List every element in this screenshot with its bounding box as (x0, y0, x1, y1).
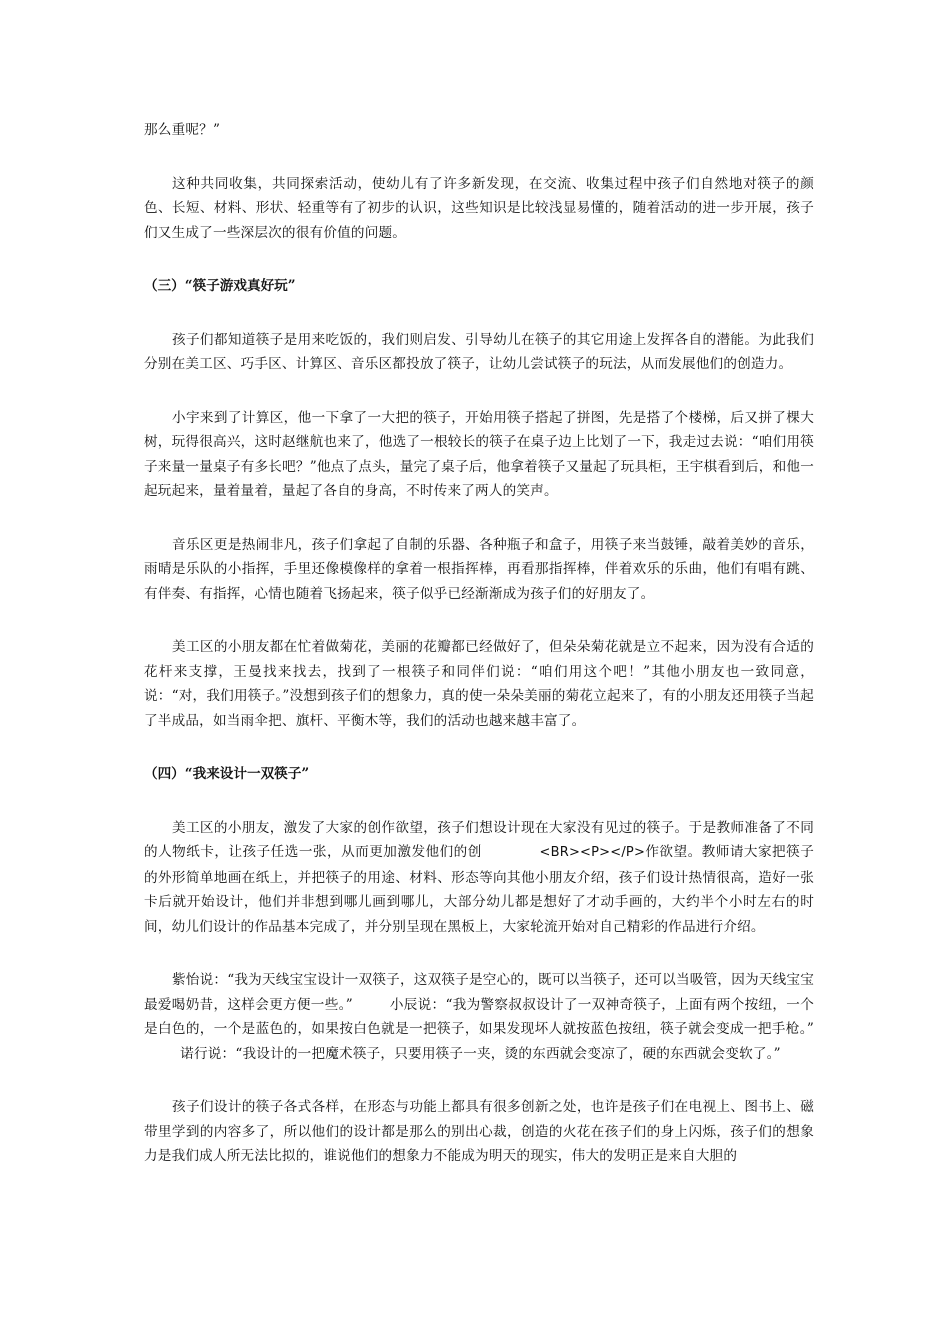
paragraph-design-part2: 作欲望。教师请大家把筷子的外形简单地画在纸上，并把筷子的用途、材料、形态等向其他小朋友介绍，孩子们设计热情很高，造好一张卡后就开始设计，他们并非想到哪儿画到哪儿，大部分幼儿都是想好了才动手画的，大约半个小时左右的时间，幼儿们设计的作品基本完成了，并分别呈现在黑板上，大家轮流开始对自己精彩的作品进行介绍。 (144, 844, 814, 935)
section-heading-3: （三）“筷子游戏真好玩” (144, 278, 296, 294)
document-page (144, 118, 814, 1169)
quote-nuoxing: 诺行说：“我设计的一把魔术筷子，只要用筷子一夹，烫的东西就会变凉了，硬的东西就会变软了。” (180, 1045, 781, 1062)
paragraph-children-quotes (144, 968, 814, 1066)
paragraph-art-area: 美工区的小朋友都在忙着做菊花，美丽的花瓣都已经做好了，但朵朵菊花就是立不起来，因为没有合适的花杆来支撑，王曼找来找去，找到了一根筷子和同伴们说：“咱们用这个吧！”其他小朋友也一致同意，说：“对，我们用筷子。”没想到孩子们的想象力，真的使一朵朵美丽的菊花立起来了，有的小朋友还用筷子当起了半成品，如当雨伞把、旗杆、平衡木等，我们的活动也越来越丰富了。 (144, 639, 814, 729)
paragraph-intro-games: 孩子们都知道筷子是用来吃饭的，我们则启发、引导幼儿在筷子的其它用途上发挥各自的潜能。为此我们分别在美工区、巧手区、计算区、音乐区都投放了筷子，让幼儿尝试筷子的玩法，从而发展他们的创造力。 (144, 331, 814, 372)
html-tag-fragment: <BR><P></P> (539, 845, 646, 860)
quote-xiaochen: 小辰说：“我为警察叔叔设计了一双神奇筷子，上面有两个按纽，一个是白色的，一个是蓝色的，如果按白色就是一把筷子，如果发现坏人就按蓝色按纽，筷子就会变成一把手枪。” (144, 996, 814, 1037)
paragraph-conclusion: 孩子们设计的筷子各式各样，在形态与功能上都具有很多创新之处，也许是孩子们在电视上、图书上、磁带里学到的内容多了，所以他们的设计都是那么的别出心裁，创造的火花在孩子们的身上闪烁，孩子们的想象力是我们成人所无法比拟的，谁说他们的想象力不能成为明天的现实，伟大的发明正是来自大胆的 (144, 1099, 814, 1164)
paragraph-summary: 这种共同收集，共同探索活动，使幼儿有了许多新发现，在交流、收集过程中孩子们自然地对筷子的颜色、长短、材料、形状、轻重等有了初步的认识，这些知识是比较浅显易懂的，随着活动的进一步开展，孩子们又生成了一些深层次的很有价值的问题。 (144, 175, 814, 241)
paragraph-design-chopsticks (144, 816, 814, 940)
paragraph-design-part1: 美工区的小朋友，激发了大家的创作欲望，孩子们想设计现在大家没有见过的筷子。于是教师准备了不同的人物纸卡，让孩子任选一张，从而更加激发他们的创 (144, 819, 814, 860)
paragraph-math-area: 小宇来到了计算区，他一下拿了一大把的筷子，开始用筷子搭起了拼图，先是搭了个楼梯，后又拼了棵大树，玩得很高兴，这时赵继航也来了，他选了一根较长的筷子在桌子边上比划了一下，我走过去说：“咱们用筷子来量一量桌子有多长吧？”他点了点头，量完了桌子后，他拿着筷子又量起了玩具柜，王宇棋看到后，和他一起玩起来，量着量着，量起了各自的身高，不时传来了两人的笑声。 (144, 409, 814, 499)
paragraph-music-area: 音乐区更是热闹非凡，孩子们拿起了自制的乐器、各种瓶子和盒子，用筷子来当鼓锤，敲着美妙的音乐，雨晴是乐队的小指挥，手里还像模像样的拿着一根指挥棒，再看那指挥棒，伴着欢乐的乐曲，他们有唱有跳、有伴奏、有指挥，心情也随着飞扬起来，筷子似乎已经渐渐成为孩子们的好朋友了。 (144, 536, 814, 602)
section-heading-4: （四）“我来设计一双筷子” (144, 766, 310, 782)
quote-ziyi: 紫怡说：“我为天线宝宝设计一双筷子，这双筷子是空心的，既可以当筷子，还可以当吸管，因为天线宝宝最爱喝奶昔，这样会更方便一些。” (144, 972, 814, 1013)
paragraph-continuation: 那么重呢？” (144, 122, 221, 138)
